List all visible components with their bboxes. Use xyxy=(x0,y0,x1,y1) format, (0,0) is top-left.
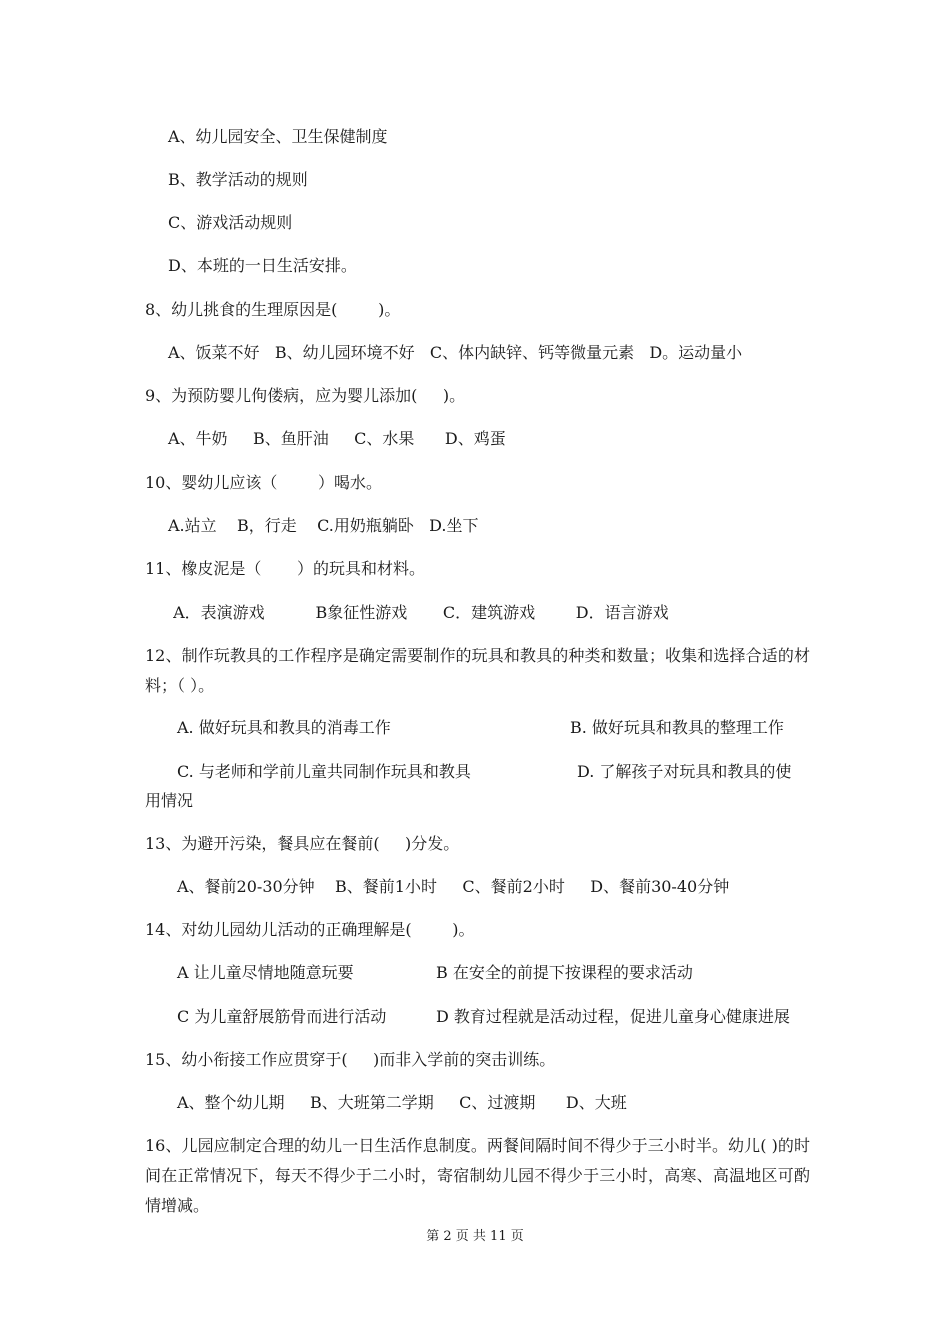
q14-option-c: C 为儿童舒展筋骨而进行活动 xyxy=(177,1007,387,1026)
q13-options: A、餐前20-30分钟 B、餐前1小时 C、餐前2小时 D、餐前30-40分钟 xyxy=(177,877,730,896)
q14-option-a: A 让儿童尽情地随意玩要 xyxy=(177,963,354,982)
q14-option-b: B 在安全的前提下按课程的要求活动 xyxy=(436,963,693,982)
q12-option-d-continued: 用情况 xyxy=(145,791,194,810)
page-footer: 第 2 页 共 11 页 xyxy=(426,1229,524,1244)
q14-option-d: D 教育过程就是活动过程，促进儿童身心健康进展 xyxy=(436,1007,790,1026)
q7-option-b: B、教学活动的规则 xyxy=(168,170,308,189)
q15-options: A、整个幼儿期 B、大班第二学期 C、过渡期 D、大班 xyxy=(177,1093,627,1112)
q10-stem: 10、婴幼儿应该（ ）喝水。 xyxy=(145,473,383,492)
q9-stem: 9、为预防婴儿佝偻病，应为婴儿添加( )。 xyxy=(145,386,466,405)
q11-stem: 11、橡皮泥是（ ）的玩具和材料。 xyxy=(145,559,425,578)
q12-option-b: B. 做好玩具和教具的整理工作 xyxy=(570,718,784,737)
q12-option-d: D. 了解孩子对玩具和教具的使 xyxy=(577,762,792,781)
q7-option-c: C、游戏活动规则 xyxy=(168,213,293,232)
q8-options: A、饭菜不好 B、幼儿园环境不好 C、体内缺锌、钙等微量元素 D。运动量小 xyxy=(168,343,743,362)
q12-option-a: A. 做好玩具和教具的消毒工作 xyxy=(177,718,391,737)
q12-stem: 12、制作玩教具的工作程序是确定需要制作的玩具和教具的种类和数量；收集和选择合适的材料；（ ）。 xyxy=(145,646,810,695)
q7-option-a: A、幼儿园安全、卫生保健制度 xyxy=(168,127,388,146)
q14-stem: 14、对幼儿园幼儿活动的正确理解是( )。 xyxy=(145,920,475,939)
q16-stem: 16、儿园应制定合理的幼儿一日生活作息制度。两餐间隔时间不得少于三小时半。幼儿( )的时间在正常情况下，每天不得少于二小时，寄宿制幼儿园不得少于三小时，高寒、高温地区可酌情增减。 xyxy=(145,1136,810,1215)
q11-options: A．表演游戏 B象征性游戏 C．建筑游戏 D．语言游戏 xyxy=(168,603,669,622)
q8-stem: 8、幼儿挑食的生理原因是( )。 xyxy=(145,300,401,319)
q15-stem: 15、幼小衔接工作应贯穿于( )而非入学前的突击训练。 xyxy=(145,1050,556,1069)
q9-options: A、牛奶 B、鱼肝油 C、水果 D、鸡蛋 xyxy=(168,429,506,448)
q7-option-d: D、本班的一日生活安排。 xyxy=(168,256,357,275)
q10-options: A.站立 B，行走 C.用奶瓶躺卧 D.坐下 xyxy=(168,516,479,535)
q13-stem: 13、为避开污染，餐具应在餐前( )分发。 xyxy=(145,834,460,853)
q12-option-c: C. 与老师和学前儿童共同制作玩具和教具 xyxy=(177,762,471,781)
